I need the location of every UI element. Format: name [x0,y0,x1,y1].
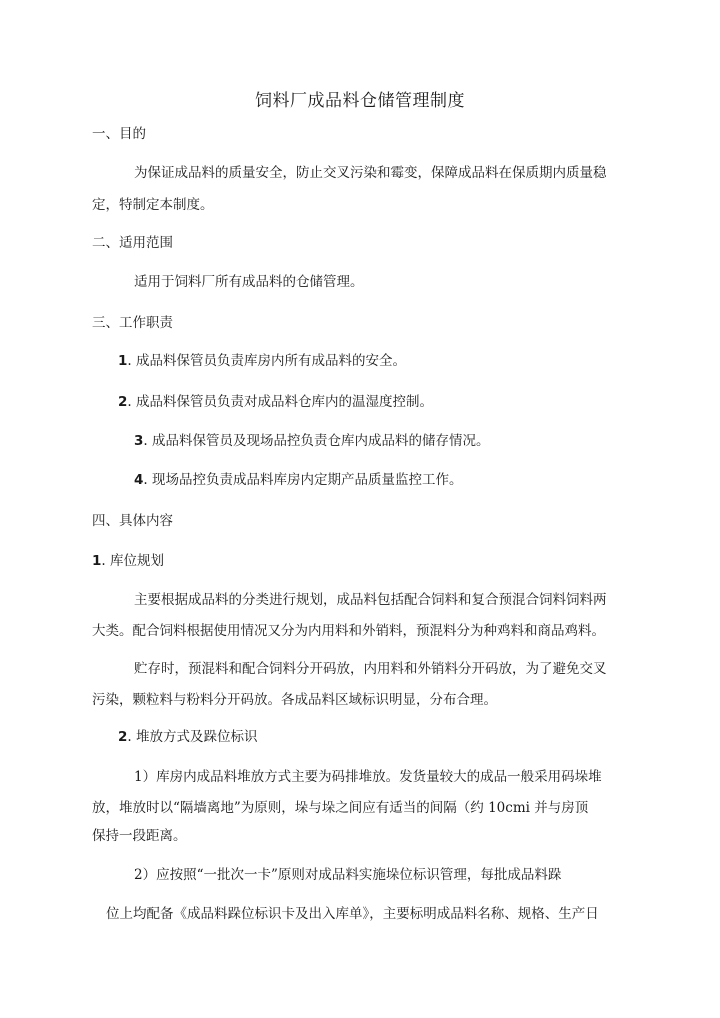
section-heading-scope: 二、适用范围 [92,235,173,251]
subsection-number: 2 [118,729,128,745]
planning-para1-line-1: 主要根据成品料的分类进行规划，成品料包括配合饲料和复合预混合饲料饲料两 [134,592,607,608]
duty-item-1 [118,351,406,371]
duty-item-number: 1 [118,353,128,369]
stacking-para1-line-1: 1）库房内成品料堆放方式主要为码排堆放。发货量较大的成品一般采用码垛堆 [134,769,602,785]
stacking-para2-line-2: 位上均配备《成品料跺位标识卡及出入库单》，主要标明成品料名称、规格、生产日 [106,906,599,922]
planning-para2-line-1: 贮存时，预混料和配合饲料分开码放，内用料和外销料分开码放，为了避免交叉 [134,661,607,677]
subsection-title: . 堆放方式及跺位标识 [127,729,258,745]
subsection-heading-storage-planning [92,551,164,571]
duty-item-3 [134,431,490,451]
page-title: 饲料厂成品料仓储管理制度 [255,91,465,111]
subsection-heading-stacking [118,727,258,747]
duty-item-number: 2 [118,394,128,410]
purpose-line-1: 为保证成品料的质量安全，防止交叉污染和霉变，保障成品料在保质期内质量稳 [134,165,607,181]
stacking-para1-line-3: 保持一段距离。 [92,828,187,844]
duty-item-text: . 成品料保管员负责库房内所有成品料的安全。 [127,353,406,369]
duty-item-number: 3 [134,433,144,449]
duty-item-2 [118,392,433,412]
purpose-line-2: 定，特制定本制度。 [92,197,214,213]
section-heading-purpose: 一、目的 [92,126,146,142]
planning-para1-line-2: 大类。配合饲料根据使用情况又分为内用料和外销料，预混料分为种鸡料和商品鸡料。 [92,623,605,639]
duty-item-text: . 现场品控负责成品料库房内定期产品质量监控工作。 [143,472,463,488]
duty-item-4 [134,470,463,490]
section-heading-details: 四、具体内容 [92,513,173,529]
stacking-para2-line-1: 2）应按照“一批次一卡”原则对成品料实施垛位标识管理，每批成品料跺 [134,867,562,883]
duty-item-text: . 成品料保管员及现场品控负责仓库内成品料的储存情况。 [143,433,490,449]
section-heading-duties: 三、工作职责 [92,315,173,331]
duty-item-text: . 成品料保管员负责对成品料仓库内的温湿度控制。 [127,394,433,410]
scope-line-1: 适用于饲料厂所有成品料的仓储管理。 [134,274,364,290]
stacking-para1-line-2: 放，堆放时以“隔墙离地”为原则，垛与垛之间应有适当的间隔（约 10cmi 并与房顶 [92,800,589,816]
duty-item-number: 4 [134,472,144,488]
subsection-title: . 库位规划 [101,553,164,569]
planning-para2-line-2: 污染，颗粒料与粉料分开码放。各成品料区域标识明显，分布合理。 [92,692,497,708]
subsection-number: 1 [92,553,102,569]
